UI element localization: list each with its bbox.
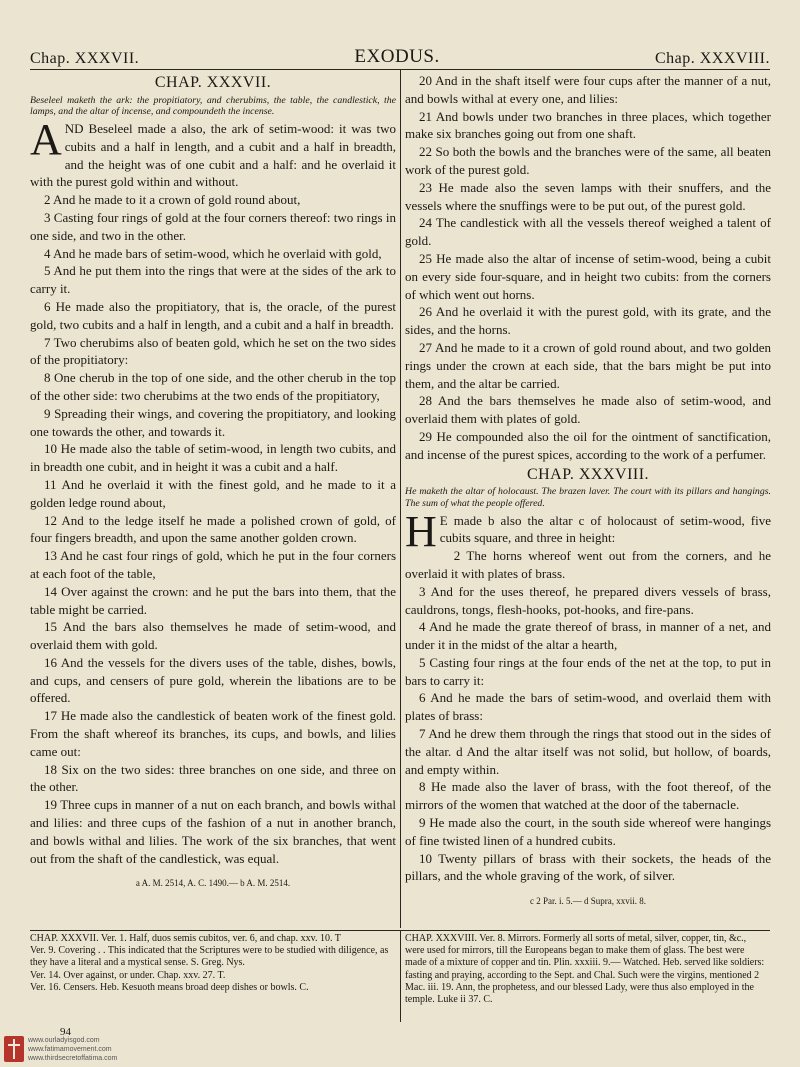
verse: 8 He made also the laver of brass, with the foot thereof, of the mirrors of the women that watched at the door of the tabernacle.: [405, 779, 771, 813]
verse: 29 He compounded also the oil for the ointment of sanctification, and incense of the purest spices, according to the work of a perfumer.: [405, 428, 771, 462]
verse-list: [405, 506, 771, 886]
note: CHAP. XXXVIII. Ver. 8. Mirrors. Formerly all sorts of metal, silver, copper, tin, &c., were used for mirrors, till the Europeans began to make them of glass. The best were made of a mixture of copper and tin. Plin. xxxiii. 9.— Watched. Heb. served like soldiers: fasting and praying, according to the Sept. and Chal. Such were the virgins, mentioned 2 Mac. iii. 19. Ann, the prophetess, and our blessed Lady, were thus also employed in the temple. Luke ii 37. C.: [405, 933, 765, 1006]
verse: 3 Casting four rings of gold at the four corners thereof: two rings in one side, and two in the other.: [30, 209, 396, 243]
verse: 10 Twenty pillars of brass with their sockets, the heads of the pillars, and the whole graving of the work, of silver.: [405, 850, 771, 884]
commentary-notes-left: [30, 933, 392, 994]
verse: 22 So both the bowls and the branches were of the same, all beaten work of the purest gold.: [405, 144, 771, 177]
verse: 18 Six on the two sides: three branches on one side, and three on the other.: [30, 761, 396, 795]
verse: 5 And he put them into the rings that were at the sides of the ark to carry it.: [30, 263, 396, 297]
drop-cap: A: [30, 114, 62, 164]
note: Ver. 16. Censers. Heb. Kesuoth means broad deep dishes or bowls. C.: [30, 981, 309, 993]
chapter-title: CHAP. XXXVIII.: [526, 465, 650, 483]
verse: 9 Spreading their wings, and covering the propitiatory, and looking one towards the other, and towards it.: [30, 405, 396, 439]
right-column: [405, 72, 771, 911]
verse: 4 And he made bars of setim-wood, which he overlaid with gold,: [44, 245, 382, 261]
verse: 2 The horns whereof went out from the corners, and he overlaid it with plates of brass.: [405, 548, 771, 581]
site-logo-icon: [4, 1036, 24, 1062]
verse: 7 And he drew them through the rings that stood out in the sides of the altar. d And the altar itself was not solid, but hollow, of boards, and empty within.: [405, 726, 771, 777]
note: Ver. 14. Over against, or under. Chap. xxv. 27. T.: [30, 969, 226, 981]
verse: 15 And the bars also themselves he made of setim-wood, and overlaid them with gold.: [30, 619, 396, 653]
verse: 21 And bowls under two branches in three places, which together make six branches going out from one shaft.: [405, 108, 771, 142]
verse: 9 He made also the court, in the south side whereof were hangings of fine twisted linen of a hundred cubits.: [405, 815, 771, 848]
verse: 24 The candlestick with all the vessels thereof weighed a talent of gold.: [405, 215, 771, 249]
watermark-link[interactable]: www.thirdsecretoffatima.com: [28, 1055, 118, 1062]
verse: 6 And he made the bars of setim-wood, and overlaid them with plates of brass:: [405, 690, 771, 724]
verse: 3 And for the uses thereof, he prepared divers vessels of brass, cauldrons, tongs, flesh-hooks, pot-hooks, and fire-pans.: [405, 583, 771, 617]
note: Ver. 9. Covering . . This indicated that the Scriptures were to be studied with diligence, as they have a literal and a mystical sense. S. Greg. Nys.: [30, 945, 389, 969]
watermark-link[interactable]: www.ourladyisgod.com: [28, 1037, 100, 1044]
verse: 28 And the bars themselves he made also of setim-wood, and overlaid them with plates of gold.: [405, 393, 771, 427]
verse: 11 And he overlaid it with the finest gold, and he made to it a golden ledge round about,: [30, 476, 396, 510]
verse: 14 Over against the crown: and he put the bars into them, that the table might be carried.: [30, 583, 396, 617]
verse: 23 He made also the seven lamps with their snuffers, and the vessels where the snuffings were to be put out, of the purest gold.: [405, 179, 771, 213]
verse: 25 He made also the altar of incense of setim-wood, being a cubit on every side four-square, and in height two cubits: from the corners of which went out horns.: [405, 250, 771, 302]
verse: 7 Two cherubims also of beaten gold, which he set on the two sides of the propitiatory:: [30, 334, 396, 368]
column-divider: [400, 70, 401, 928]
drop-cap: H: [405, 506, 437, 556]
page-number: 94: [60, 1026, 71, 1038]
verse: 16 And the vessels for the divers uses of the table, dishes, bowls, and cups, and censers of pure gold, wherein the libations are to be offered.: [30, 654, 396, 706]
verse: 12 And to the ledge itself he made a polished crown of gold, of four fingers breadth, and upon the same another golden crown.: [30, 512, 396, 546]
note: CHAP. XXXVII. Ver. 1. Half, duos semis cubitos, ver. 6, and chap. xxv. 10. T: [30, 933, 341, 944]
watermark-links: [28, 1036, 117, 1063]
verse: H E made b also the altar c of holocaust of setim-wood, five cubits square, and three in height:: [405, 506, 771, 556]
footnote: a A. M. 2514, A. C. 1490.— b A. M. 2514.: [135, 878, 291, 889]
verse: 13 And he cast four rings of gold, which he put in the four corners at each foot of the table,: [30, 548, 396, 581]
verse: 19 Three cups in manner of a nut on each branch, and bowls withal and lilies: and three cups of the fashion of a nut in another branch, and bowls withal and lilies. The work of the six branches, that went out from the shaft of the candlestick, was equal.: [30, 797, 396, 866]
left-column: [30, 72, 396, 893]
header-right: Chap. XXXVIII.: [655, 50, 770, 67]
verse-list: [30, 114, 396, 867]
verse: 17 He made also the candlestick of beaten work of the finest gold. From the shaft whereof its branches, its cups, and bowls, and lilies came out:: [30, 708, 396, 759]
notes-divider: [400, 930, 401, 1022]
verse: 27 And he made to it a crown of gold round about, and two golden rings under the crown at each side, that the bars might be put into them, and the altar be carried.: [405, 339, 771, 391]
watermark-link[interactable]: www.fatimamovement.com: [28, 1046, 112, 1053]
verse: 4 And he made the grate thereof of brass, in manner of a net, and under it in the midst of the altar a hearth,: [405, 619, 771, 653]
verse: 6 He made also the propitiatory, that is, the oracle, of the purest gold, two cubits and a half in length, and a cubit and a half in breadth.: [30, 298, 396, 332]
header-left: Chap. XXXVII.: [30, 50, 140, 67]
verse-list: [405, 72, 771, 464]
chapter-summary: He maketh the altar of holocaust. The brazen laver. The court with its pillars and hangings. The sum of what the people offered.: [405, 486, 771, 509]
header-book-title: EXODUS.: [354, 46, 440, 67]
running-header: [30, 32, 770, 72]
verse: 8 One cherub in the top of one side, and the other cherub in the top of the other side: two cherubims at the two ends of the propitiatory,: [30, 370, 396, 403]
verse: 5 Casting four rings at the four ends of the net at the top, to put in bars to carry it:: [405, 654, 771, 688]
verse: 26 And he overlaid it with the purest gold, with its grate, and the sides, and the horns.: [405, 304, 771, 338]
verse: AND Beseleel made a also, the ark of setim-wood: it was two cubits and a half in length, and a cubit and a half in breadth, and the height was of one cubit and a half: and he overlaid it with the purest gold within and without.: [30, 114, 396, 190]
footnote: c 2 Par. i. 5.— d Supra, xxvii. 8.: [530, 896, 646, 907]
verse: 2 And he made to it a crown of gold round about,: [44, 192, 301, 208]
verse: 10 He made also the table of setim-wood, in length two cubits, and in breadth one cubit, and in height it was a cubit and a half.: [30, 441, 396, 475]
verse: 20 And in the shaft itself were four cups after the manner of a nut, and bowls withal at every one, and lilies:: [405, 73, 771, 106]
chapter-summary: Beseleel maketh the ark: the propitiatory, and cherubims, the table, the candlestick, the lamps, and the altar of incense, and compoundeth the incense.: [30, 94, 396, 118]
chapter-title: CHAP. XXXVII.: [154, 74, 272, 91]
commentary-notes-right: [405, 933, 767, 1006]
